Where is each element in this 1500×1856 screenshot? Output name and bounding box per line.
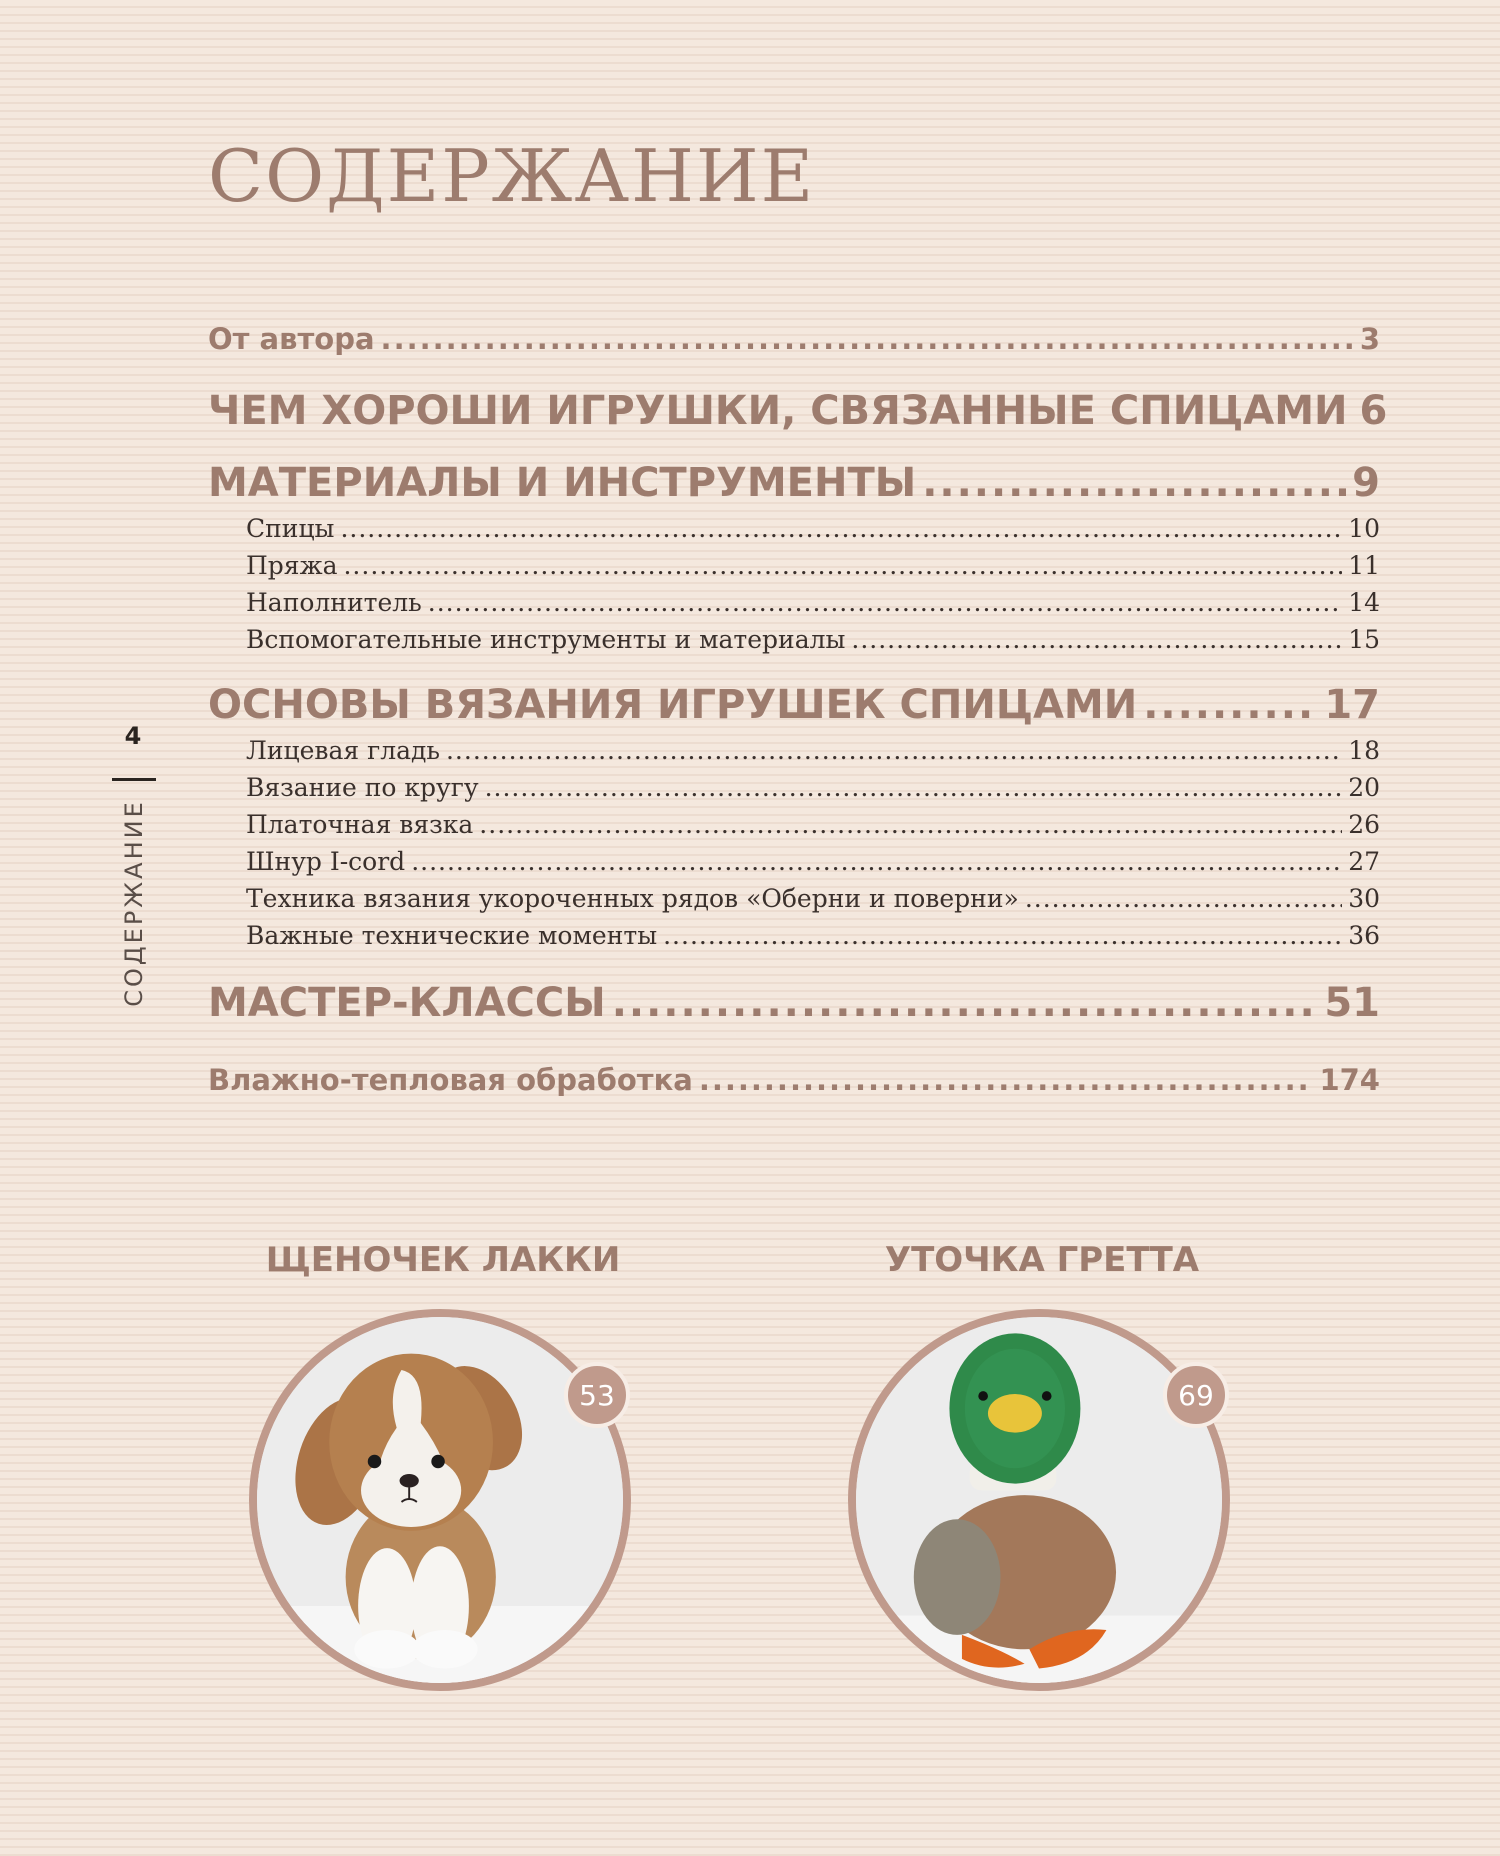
toc-leader-dots bbox=[612, 980, 1319, 1026]
toc-leader-dots bbox=[851, 625, 1342, 654]
toc-entry-knitting-basics[interactable] bbox=[208, 682, 1380, 728]
card-title-duck: УТОЧКА ГРЕТТА bbox=[884, 1240, 1200, 1280]
toc-subentry-knitting-in-round[interactable] bbox=[246, 773, 1380, 802]
toc-leader-dots bbox=[1143, 682, 1318, 728]
toc-entry-page: 17 bbox=[1324, 682, 1380, 728]
toc-entry-label: Лицевая гладь bbox=[246, 736, 440, 765]
toc-subentry-technical-points[interactable] bbox=[246, 921, 1380, 950]
toc-leader-dots bbox=[381, 322, 1354, 356]
toc-entry-label: МАТЕРИАЛЫ И ИНСТРУМЕНТЫ bbox=[208, 460, 917, 506]
toc-entry-page: 30 bbox=[1348, 884, 1380, 913]
toc-entry-label: Платочная вязка bbox=[246, 810, 474, 839]
toc-entry-label: Техника вязания укороченных рядов «Оберни и поверни» bbox=[246, 884, 1019, 913]
toc-subentry-yarn[interactable] bbox=[246, 551, 1380, 580]
puppy-photo[interactable] bbox=[249, 1309, 631, 1691]
card-title-puppy: ЩЕНОЧЕК ЛАККИ bbox=[265, 1240, 621, 1280]
toc-entry-page: 6 bbox=[1359, 388, 1388, 434]
toc-entry-label: От автора bbox=[208, 322, 375, 356]
toc-entry-page: 3 bbox=[1359, 322, 1380, 356]
toc-entry-page: 18 bbox=[1348, 736, 1380, 765]
toc-entry-from-author[interactable] bbox=[208, 322, 1380, 356]
card-page-badge-puppy: 53 bbox=[564, 1362, 630, 1428]
toc-subentry-short-rows[interactable] bbox=[246, 884, 1380, 913]
toc-leader-dots bbox=[485, 773, 1343, 802]
sidebar-section-label: СОДЕРЖАНИЕ bbox=[120, 799, 148, 1007]
toc-leader-dots bbox=[340, 514, 1342, 543]
toc-entry-label: Влажно-тепловая обработка bbox=[208, 1063, 693, 1097]
toc-entry-master-classes[interactable] bbox=[208, 980, 1380, 1026]
toc-subentry-needles[interactable] bbox=[246, 514, 1380, 543]
toc-leader-dots bbox=[411, 847, 1342, 876]
toc-entry-wet-heat-treatment[interactable] bbox=[208, 1063, 1380, 1097]
toc-entry-page: 11 bbox=[1348, 551, 1380, 580]
toc-entry-label: ОСНОВЫ ВЯЗАНИЯ ИГРУШЕК СПИЦАМИ bbox=[208, 682, 1138, 728]
toc-entry-page: 26 bbox=[1348, 810, 1380, 839]
toc-entry-page: 15 bbox=[1348, 625, 1380, 654]
toc-leader-dots bbox=[922, 460, 1346, 506]
card-page-badge-duck: 69 bbox=[1163, 1362, 1229, 1428]
toc-leader-dots bbox=[428, 588, 1342, 617]
toc-entry-page: 10 bbox=[1348, 514, 1380, 543]
toc-entry-label: Вязание по кругу bbox=[246, 773, 479, 802]
toc-entry-why-knitted-toys[interactable] bbox=[208, 388, 1388, 434]
toc-leader-dots bbox=[699, 1063, 1314, 1097]
toc-entry-label: Наполнитель bbox=[246, 588, 422, 617]
page-title: СОДЕРЖАНИЕ bbox=[208, 134, 816, 218]
toc-entry-label: МАСТЕР-КЛАССЫ bbox=[208, 980, 606, 1026]
toc-leader-dots bbox=[446, 736, 1342, 765]
toc-entry-page: 14 bbox=[1348, 588, 1380, 617]
toc-entry-label: Пряжа bbox=[246, 551, 338, 580]
toc-entry-page: 27 bbox=[1348, 847, 1380, 876]
toc-entry-label: Важные технические моменты bbox=[246, 921, 658, 950]
toc-leader-dots bbox=[479, 810, 1342, 839]
toc-entry-label: Вспомогательные инструменты и материалы bbox=[246, 625, 846, 654]
toc-entry-materials-tools[interactable] bbox=[208, 460, 1380, 506]
toc-subentry-stockinette[interactable] bbox=[246, 736, 1380, 765]
sidebar-divider bbox=[112, 778, 156, 781]
page-number: 4 bbox=[124, 722, 142, 750]
duck-photo[interactable] bbox=[848, 1309, 1230, 1691]
toc-subentry-i-cord[interactable] bbox=[246, 847, 1380, 876]
toc-entry-page: 9 bbox=[1352, 460, 1380, 506]
toc-leader-dots bbox=[663, 921, 1342, 950]
toc-subentry-filler[interactable] bbox=[246, 588, 1380, 617]
toc-leader-dots bbox=[343, 551, 1342, 580]
puppy-illustration bbox=[257, 1317, 623, 1683]
toc-entry-page: 20 bbox=[1348, 773, 1380, 802]
toc-entry-label: Спицы bbox=[246, 514, 335, 543]
toc-entry-page: 174 bbox=[1319, 1063, 1380, 1097]
toc-subentry-garter-stitch[interactable] bbox=[246, 810, 1380, 839]
toc-entry-page: 51 bbox=[1324, 980, 1380, 1026]
duck-illustration bbox=[856, 1317, 1222, 1683]
toc-leader-dots bbox=[1025, 884, 1342, 913]
toc-entry-label: ЧЕМ ХОРОШИ ИГРУШКИ, СВЯЗАННЫЕ СПИЦАМИ bbox=[208, 388, 1348, 434]
toc-entry-label: Шнур I-cord bbox=[246, 847, 406, 876]
toc-entry-page: 36 bbox=[1348, 921, 1380, 950]
toc-subentry-auxiliary-tools[interactable] bbox=[246, 625, 1380, 654]
